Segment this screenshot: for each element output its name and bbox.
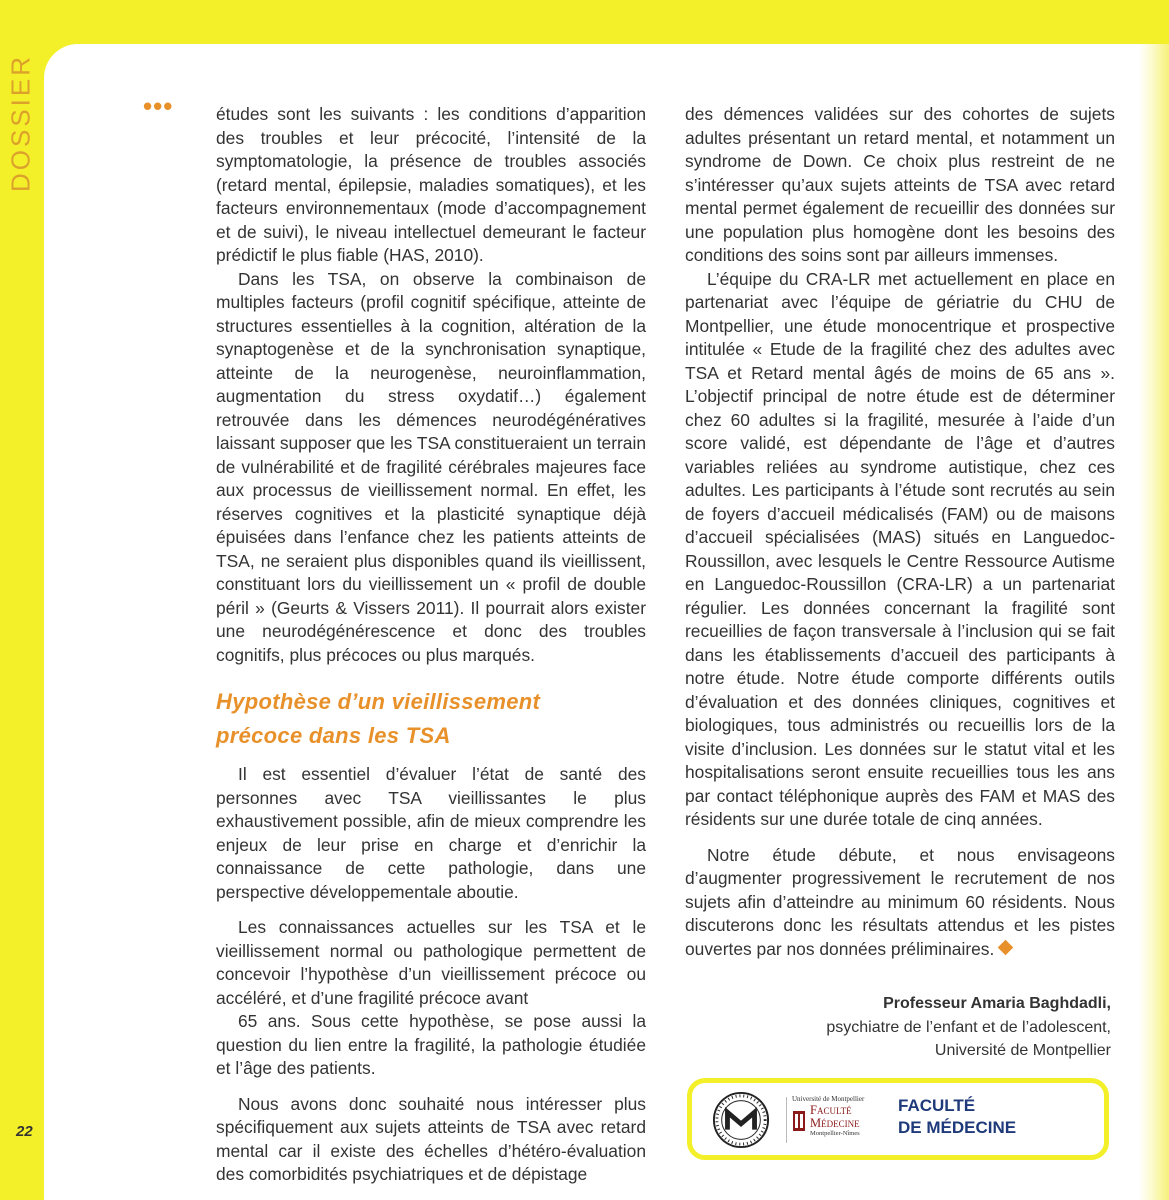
- university-faculte: Faculté: [810, 1103, 852, 1117]
- crest-icon: [792, 1109, 806, 1133]
- top-yellow-band: [0, 0, 1169, 44]
- column-right: [685, 103, 1115, 961]
- author-affiliation: Université de Montpellier: [934, 1042, 1111, 1059]
- logo-divider: [786, 1097, 787, 1143]
- author-block: [826, 992, 1111, 1063]
- paragraph: Dans les TSA, on observe la combinaison de multiples facteurs (profil cognitif spécifique, atteinte de structures essentielles à la cognition, altération de la synaptogenèse et de la synchronisation synaptique, atteinte de la neurogenèse, neuroinflammation, augmentation du stress oxydatif…) également retrouvée dans les démences neurodégénératives laissant supposer que les TSA constitueraient un terrain de vulnérabilité et de fragilité cérébrales majeures face aux processus de vieillissement normal. En effet, les réserves cognitives et la plasticité synaptique déjà épuisées dans l’enfance chez les patients atteints de TSA, ne seraient plus disponibles quand ils vieillissent, constituant lors du vieillissement un « profil de double péril » (Geurts & Vissers 2011). Il pourrait alors exister une neurodégénérescence et donc des troubles cognitifs, plus précoces ou plus marqués.: [216, 268, 646, 665]
- column-left: [216, 103, 646, 1187]
- section-heading-line2: précoce dans les TSA: [216, 723, 451, 748]
- section-label: [4, 48, 38, 198]
- faculte-line1: FACULTÉ: [898, 1096, 976, 1115]
- paragraph: Il est essentiel d’évaluer l’état de santé des personnes avec TSA vieillissantes le plus exhaustivement possible, afin de mieux comprendre les enjeux de leur prise en charge et d’enrichir la connaissance de cette pathologie, dans une perspective développementale aboutie.: [216, 764, 646, 902]
- paragraph: Les connaissances actuelles sur les TSA et le vieillissement normal ou pathologique permettent de concevoir l’hypothèse d’un vieillissement précoce ou accéléré, et d’une fragilité précoce avant: [216, 917, 646, 1008]
- section-heading-line1: Hypothèse d’un vieillissement: [216, 689, 541, 714]
- paragraph: L’équipe du CRA-LR met actuellement en place en partenariat avec l’équipe de gériatrie du CHU de Montpellier, une étude monocentrique et prospective intitulée « Etude de la fragilité chez des adultes avec TSA et Retard mental âgés de moins de 65 ans ». L’objectif principal de notre étude est de déterminer chez 60 adultes si la fragilité, mesurée à l’aide d’un score validé, est dépendante de l’âge et d’autres variables reliées au syndrome autistique, chez ces adultes. Les participants à l’étude sont recrutés au sein de foyers d’accueil médicalisés (FAM) ou de maisons d’accueil spécialisées (MAS) situés en Languedoc-Roussillon, avec lesquels le Centre Ressource Autisme en Languedoc-Roussillon (CRA-LR) a un partenariat régulier. Les données concernant la fragilité sont recueillies de façon transversale à l’inclusion qui se fait dans les établissements d’accueil des participants à notre étude. Notre étude comporte différents outils d’évaluation et des données cliniques, cognitives et biologiques, tous administrés ou recueillis lors de la visite d’inclusion. Les données sur le statut vital et les hospitalisations seront ensuite recueillies tous les ans par contact téléphonique auprès des FAM et MAS des résidents sur une durée totale de cinq années.: [685, 268, 1115, 829]
- section-label-text: DOSSIER: [5, 53, 36, 193]
- university-medecine: Médecine: [810, 1116, 860, 1130]
- continuation-dots: •••: [143, 91, 174, 121]
- paragraph: Nous avons donc souhaité nous intéresser plus spécifiquement aux sujets atteints de TSA avec retard mental car il existe des échelles d’hétéro-évaluation des comorbidités psychiatriques et de dépistage: [216, 1093, 646, 1184]
- paragraph: études sont les suivants : les conditions d’apparition des troubles et leur précocité, l’intensité de la symptomatologie, la présence de troubles associés (retard mental, épilepsie, maladies somatiques), et les facteurs environnementaux (mode d’accompagnement et de suivi), le niveau intellectuel demeurant le facteur prédictif le plus fiable (HAS, 2010).: [216, 104, 646, 265]
- author-role: psychiatre de l’enfant et de l’adolescent,: [826, 1018, 1111, 1036]
- end-mark-icon: [998, 939, 1014, 955]
- university-city: Montpellier-Nîmes: [810, 1130, 860, 1137]
- paragraph: 65 ans. Sous cette hypothèse, se pose aussi la question du lien entre la fragilité, la pathologie étudiée et l’âge des patients.: [216, 1011, 646, 1078]
- faculte-line2: DE MÉDECINE: [898, 1118, 1017, 1137]
- right-fade-band: [1139, 44, 1169, 1200]
- paragraph-final-text: Notre étude débute, et nous envisageons d’augmenter progressivement le recrutement de nos sujets afin d’atteindre au minimum 60 résidents. Nous discuterons donc les résultats attendus et les pistes ouvertes par nos données préliminaires.: [685, 844, 1115, 959]
- section-heading: [216, 685, 646, 753]
- paragraph-final: [685, 844, 1115, 962]
- university-name: Université de Montpellier: [792, 1095, 865, 1103]
- author-name: Professeur Amaria Baghdadli,: [883, 995, 1111, 1012]
- paragraph: des démences validées sur des cohortes de sujets adultes présentant un retard mental, et notamment un syndrome de Down. Ce choix plus restreint de ne s’intéresser qu’aux sujets atteints de TSA avec retard mental permet également de recueillir des données sur une population plus homogène dont les besoins des conditions des soins sont par ailleurs immenses.: [685, 104, 1115, 265]
- page-number: 22: [16, 1123, 33, 1140]
- faculte-logo: [898, 1095, 1016, 1139]
- logo-box: [687, 1078, 1109, 1160]
- university-seal-icon: [712, 1091, 770, 1149]
